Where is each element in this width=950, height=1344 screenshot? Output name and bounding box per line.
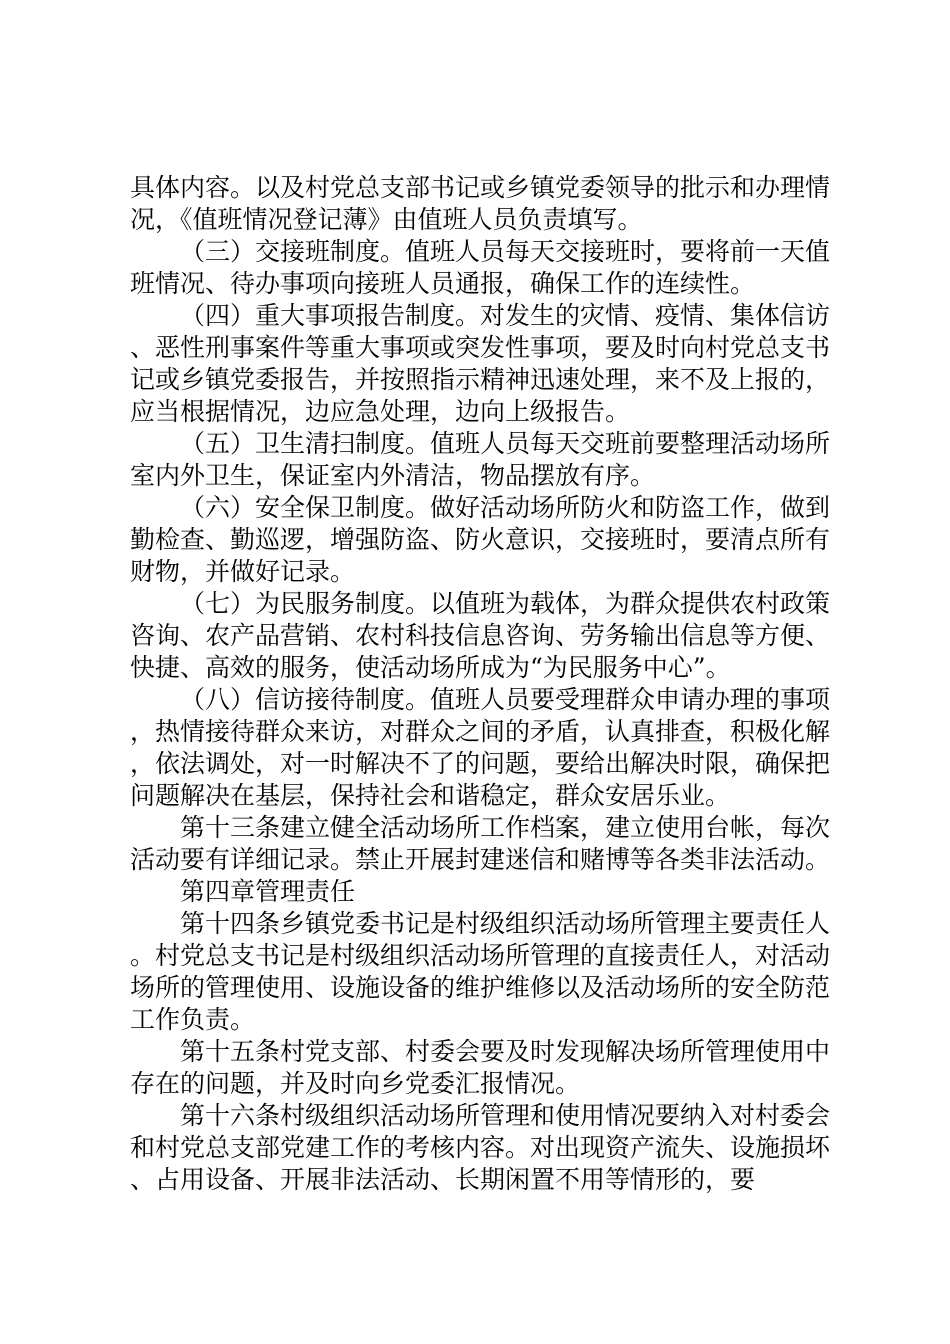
paragraph-article-15: 第十五条村党支部、村委会要及时发现解决场所管理使用中存在的问题，并及时向乡党委汇报情况。 bbox=[130, 1037, 831, 1098]
paragraph-petition-reception-system: （八）信访接待制度。值班人员要受理群众申请办理的事项，热情接待群众来访，对群众之间的矛盾，认真排查，积极化解，依法调处，对一时解决不了的问题，要给出解决时限，确保把问题解决在基层，保持社会和谐稳定，群众安居乐业。 bbox=[130, 685, 831, 810]
paragraph-major-report-system: （四）重大事项报告制度。对发生的灾情、疫情、集体信访、恶性刑事案件等重大事项或突发性事项，要及时向村党总支书记或乡镇党委报告，并按照指示精神迅速处理，来不及上报的，应当根据情况，边应急处理，边向上级报告。 bbox=[130, 301, 831, 426]
paragraph-security-system: （六）安全保卫制度。做好活动场所防火和防盗工作，做到勤检查、勤巡逻，增强防盗、防火意识，交接班时，要清点所有财物，并做好记录。 bbox=[130, 493, 831, 586]
paragraph-handover-system: （三）交接班制度。值班人员每天交接班时，要将前一天值班情况、待办事项向接班人员通报，确保工作的连续性。 bbox=[130, 237, 831, 298]
paragraph-article-14: 第十四条乡镇党委书记是村级组织活动场所管理主要责任人。村党总支书记是村级组织活动场所管理的直接责任人，对活动场所的管理使用、设施设备的维护维修以及活动场所的安全防范工作负责。 bbox=[130, 909, 831, 1034]
paragraph-article-13: 第十三条建立健全活动场所工作档案，建立使用台帐，每次活动要有详细记录。禁止开展封建迷信和赌博等各类非法活动。 bbox=[130, 813, 831, 874]
paragraph-sanitation-system: （五）卫生清扫制度。值班人员每天交班前要整理活动场所室内外卫生，保证室内外清洁，物品摆放有序。 bbox=[130, 429, 831, 490]
paragraph-public-service-system: （七）为民服务制度。以值班为载体，为群众提供农村政策咨询、农产品营销、农村科技信息咨询、劳务输出信息等方便、快捷、高效的服务，使活动场所成为“为民服务中心”。 bbox=[130, 589, 831, 682]
document-body bbox=[130, 172, 830, 1196]
paragraph-article-16: 第十六条村级组织活动场所管理和使用情况要纳入对村委会和村党总支部党建工作的考核内容。对出现资产流失、设施损坏、占用设备、开展非法活动、长期闲置不用等情形的，要 bbox=[130, 1101, 831, 1194]
chapter-heading-4: 第四章管理责任 bbox=[180, 877, 356, 906]
paragraph-duty-log-continuation: 具体内容。以及村党总支部书记或乡镇党委领导的批示和办理情况，《值班情况登记薄》由值班人员负责填写。 bbox=[130, 173, 831, 234]
